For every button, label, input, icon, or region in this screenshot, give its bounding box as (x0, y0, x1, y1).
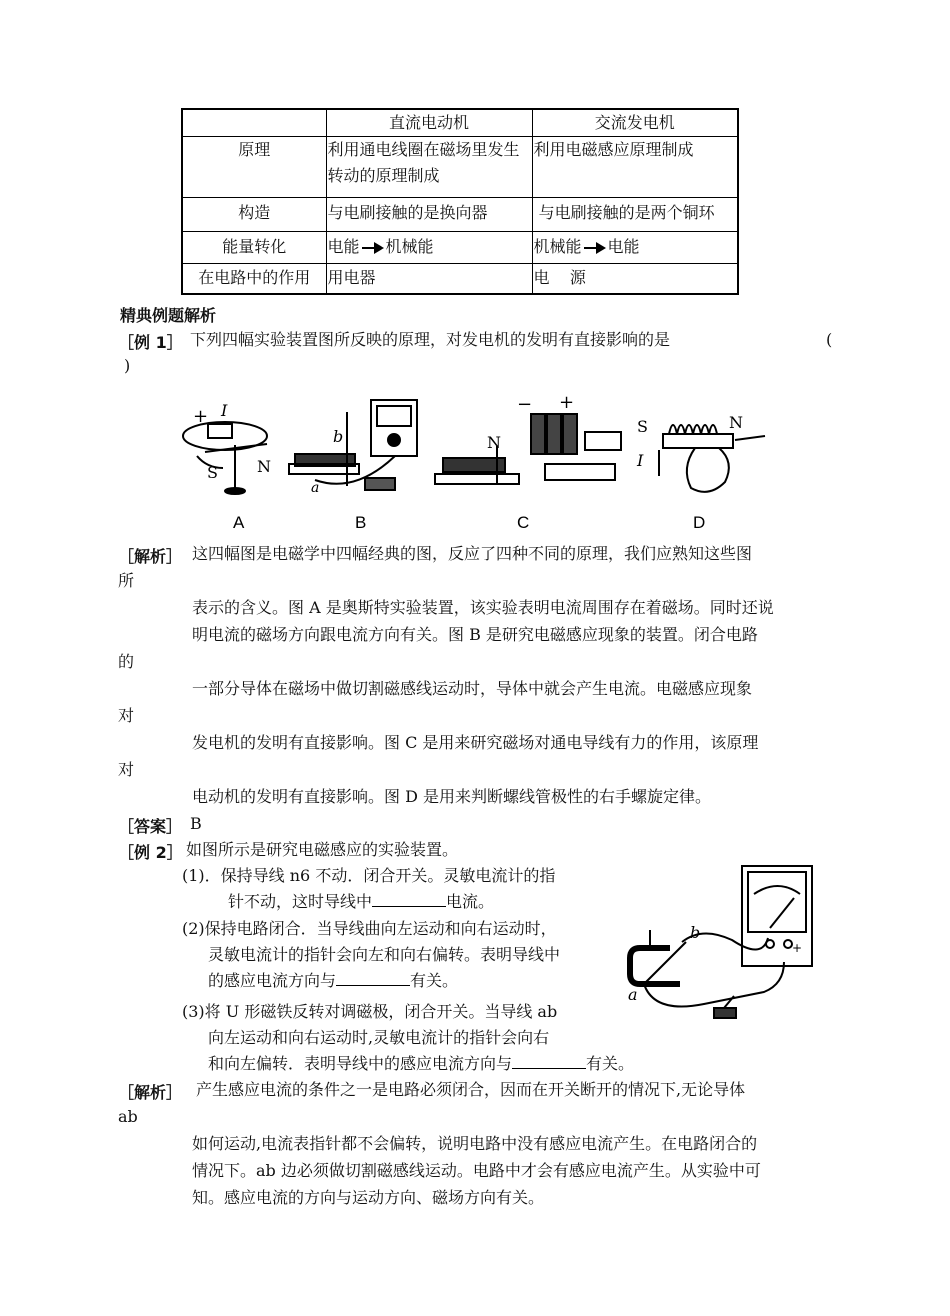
galvanometer-plus: + (792, 941, 803, 955)
table-row (182, 264, 738, 294)
cell-ac-role: 电 源 (532, 264, 738, 294)
fig-a-s-pole: S (207, 463, 218, 482)
figure-label-a: A (233, 513, 245, 532)
example1-figure (175, 390, 775, 540)
answer-blank-2 (336, 971, 410, 986)
example2-item: (3)将 U 形磁铁反转对调磁极，闭合开关。当导线 ab (182, 1002, 558, 1021)
dc-energy-to: 机械能 (385, 237, 434, 256)
figure-label-c: C (517, 513, 530, 532)
analysis1-tag: ［解析］ (118, 547, 183, 566)
table-header-ac-generator: 交流发电机 (532, 109, 738, 137)
section-title: 精典例题解析 (120, 306, 217, 325)
figure-a-oersted (183, 422, 267, 494)
example2-item (208, 971, 458, 991)
row-label-energy: 能量转化 (182, 232, 326, 264)
example2-item (228, 892, 494, 912)
example2-item-text: 的感应电流方向与 (208, 971, 337, 990)
example2-figure (620, 860, 820, 1038)
analysis1-line: 对 (118, 706, 135, 725)
example2-item: (2)保持电路闭合．当导线曲向左运动和向右运动时， (182, 919, 557, 938)
figure-d-solenoid (659, 425, 765, 492)
cell-ac-structure: 与电刷接触的是两个铜环 (532, 198, 738, 232)
fig-b-wire-b: b (333, 427, 344, 446)
cell-dc-energy (326, 232, 532, 264)
example2-item: 灵敏电流计的指针会向左和向右偏转。表明导线中 (208, 945, 561, 964)
row-label-role: 在电路中的作用 (182, 264, 326, 294)
ac-energy-to: 电能 (607, 237, 640, 256)
analysis1-line: 一部分导体在磁场中做切割磁感线运动时，导体中就会产生电流。电磁感应现象 (192, 679, 753, 698)
cell-ac-energy (532, 232, 738, 264)
comparison-table (181, 108, 739, 295)
table-header-cell-empty (182, 109, 326, 137)
answer-blank-1 (372, 892, 446, 907)
figure-label-d: D (693, 513, 706, 532)
cell-dc-structure: 与电刷接触的是换向器 (326, 198, 532, 232)
fig-c-minus: − (517, 394, 533, 415)
cell-dc-principle: 利用通电线圈在磁场里发生转动的原理制成 (326, 137, 532, 198)
example1-question: 下列四幅实验装置图所反映的原理，对发电机的发明有直接影响的是 (190, 330, 671, 349)
answer1-tag: ［答案］ (118, 817, 183, 836)
arrow-right-icon (584, 242, 606, 254)
cell-ac-principle: 利用电磁感应原理制成 (532, 137, 738, 198)
example2-item-text: 和向左偏转．表明导线中的感应电流方向与 (208, 1054, 513, 1073)
analysis1-line: 发电机的发明有直接影响。图 C 是用来研究磁场对通电导线有力的作用，该原理 (192, 733, 759, 752)
example1-paren-open: ( (826, 330, 833, 349)
analysis2-line: 如何运动,电流表指针都不会偏转，说明电路中没有感应电流产生。在电路闭合的 (192, 1134, 758, 1153)
dc-energy-from: 电能 (327, 237, 360, 256)
example1-tag: ［例 1］ (118, 333, 183, 352)
row-label-structure: 构造 (182, 198, 326, 232)
answer1-value: B (190, 814, 202, 833)
arrow-right-icon (362, 242, 384, 254)
fig-b-wire-a: a (311, 480, 320, 496)
analysis1-line: 对 (118, 760, 135, 779)
analysis2-line: ab (118, 1107, 138, 1126)
example2-item: 向左运动和向右运动时,灵敏电流计的指针会向右 (208, 1028, 550, 1047)
analysis2-tag: ［解析］ (118, 1083, 183, 1102)
example2-item-text: 针不动，这时导线中 (228, 892, 373, 911)
analysis2-line: 知。感应电流的方向与运动方向、磁场方向有关。 (192, 1188, 545, 1207)
fig2-wire-b: b (690, 923, 701, 942)
figure-b-induction (289, 400, 417, 490)
figure-c-force (435, 414, 621, 484)
table-header-row (182, 109, 738, 137)
analysis1-line: 表示的含义。图 A 是奥斯特实验装置，该实验表明电流周围存在着磁场。同时还说 (192, 598, 774, 617)
fig-d-current: I (637, 451, 644, 470)
ac-energy-from: 机械能 (533, 237, 582, 256)
fig-d-n-pole: N (729, 413, 743, 432)
cell-dc-role: 用电器 (326, 264, 532, 294)
fig-c-n-pole: N (487, 433, 501, 452)
table-row (182, 198, 738, 232)
fig-a-current: I (221, 401, 228, 420)
example2-item (208, 1054, 634, 1074)
row-label-principle: 原理 (182, 137, 326, 198)
analysis1-line: 的 (118, 652, 135, 671)
table-row (182, 137, 738, 198)
table-row (182, 232, 738, 264)
analysis1-line: 所 (118, 571, 135, 590)
analysis1-line: 明电流的磁场方向跟电流方向有关。图 B 是研究电磁感应现象的装置。闭合电路 (192, 625, 758, 644)
example1-paren-close: ) (124, 356, 131, 375)
figure-label-b: B (355, 513, 367, 532)
answer-blank-3 (512, 1054, 586, 1069)
analysis1-line: 电动机的发明有直接影响。图 D 是用来判断螺线管极性的右手螺旋定律。 (192, 787, 712, 806)
analysis2-line: 产生感应电流的条件之一是电路必须闭合，因而在开关断开的情况下,无论导体 (196, 1080, 746, 1099)
fig-a-n-pole: N (257, 457, 271, 476)
magnet-circuit (630, 930, 784, 1018)
example2-item-text: 有关。 (586, 1054, 635, 1073)
analysis1-line: 这四幅图是电磁学中四幅经典的图，反应了四种不同的原理，我们应熟知这些图 (192, 544, 753, 563)
example2-intro: 如图所示是研究电磁感应的实验装置。 (186, 840, 459, 859)
fig2-wire-a: a (628, 985, 638, 1004)
example2-item-text: 有关。 (410, 971, 459, 990)
fig-c-plus: + (559, 392, 575, 413)
fig-a-plus: + (193, 406, 209, 427)
example2-item: (1)．保持导线 n6 不动．闭合开关。灵敏电流计的指 (182, 866, 556, 885)
fig-d-s-pole: S (637, 417, 648, 436)
example2-item-text: 电流。 (446, 892, 495, 911)
analysis2-line: 情况下。ab 边必须做切割磁感线运动。电路中才会有感应电流产生。从实验中可 (192, 1161, 761, 1180)
example2-tag: ［例 2］ (118, 843, 183, 862)
table-header-dc-motor: 直流电动机 (326, 109, 532, 137)
